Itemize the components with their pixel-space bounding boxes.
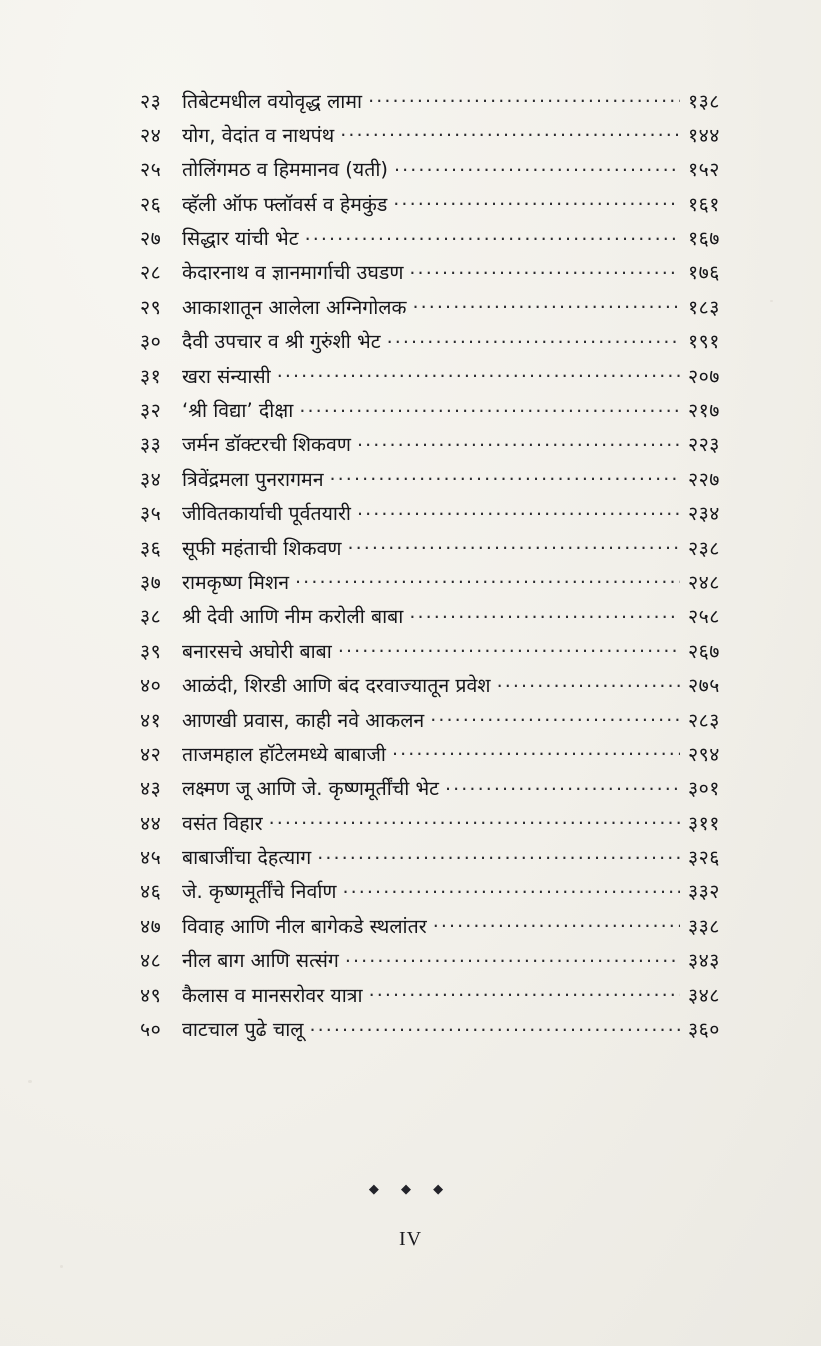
toc-entry-number: ४३	[140, 777, 162, 801]
toc-entry-number: ४४	[140, 811, 162, 835]
toc-entry[interactable]	[140, 810, 750, 833]
toc-entry[interactable]	[140, 122, 750, 145]
toc-entry-title: सिद्धार यांची भेट	[182, 227, 299, 251]
toc-entry-title: त्रिवेंद्रमला पुनरागमन	[182, 467, 324, 491]
toc-entry-page: २२३	[688, 433, 720, 457]
toc-entry[interactable]	[140, 1017, 750, 1040]
toc-leader-dots	[305, 226, 680, 246]
toc-entry-page: ३३८	[688, 914, 720, 938]
toc-entry-number: ३६	[140, 536, 162, 560]
toc-entry-title: जे. कृष्णमूर्तींचे निर्वाण	[182, 880, 337, 904]
toc-leader-dots	[269, 810, 680, 830]
toc-entry-number: ४२	[140, 742, 162, 766]
toc-entry-page: २३४	[688, 502, 720, 526]
toc-entry[interactable]	[140, 741, 750, 764]
toc-entry-page: ३३२	[688, 880, 720, 904]
toc-entry-page: २९४	[688, 742, 720, 766]
toc-leader-dots	[340, 122, 680, 142]
toc-entry-number: ३२	[140, 399, 162, 423]
toc-entry-title: लक्ष्मण जू आणि जे. कृष्णमूर्तींची भेट	[182, 777, 440, 801]
toc-entry-page: १६७	[688, 227, 720, 251]
toc-entry[interactable]	[140, 673, 750, 696]
toc-entry-page: १३८	[688, 89, 720, 113]
toc-entry-page: २४८	[688, 570, 720, 594]
toc-entry-title: ताजमहाल हॉटेलमध्ये बाबाजी	[182, 742, 386, 766]
toc-entry-page: १६१	[688, 192, 720, 216]
toc-leader-dots	[357, 432, 680, 452]
toc-entry-page: २६७	[688, 639, 720, 663]
toc-entry-title: आळंदी, शिरडी आणि बंद दरवाज्यातून प्रवेश	[182, 674, 491, 698]
toc-entry[interactable]	[140, 982, 750, 1005]
toc-entry-page: १९१	[688, 330, 720, 354]
toc-entry-number: ३३	[140, 433, 162, 457]
toc-entry-title: तोलिंगमठ व हिममानव (यती)	[182, 158, 388, 182]
toc-leader-dots	[387, 329, 680, 349]
toc-leader-dots	[392, 741, 680, 761]
toc-leader-dots	[368, 88, 680, 108]
toc-leader-dots	[497, 673, 680, 693]
toc-entry-number: ३५	[140, 502, 162, 526]
toc-entry-title: नील बाग आणि सत्संग	[182, 949, 339, 973]
toc-entry-page: २५८	[688, 605, 720, 629]
toc-entry-title: बनारसचे अघोरी बाबा	[182, 639, 332, 663]
toc-entry[interactable]	[140, 157, 750, 180]
toc-entry-number: ४८	[140, 949, 162, 973]
toc-entry-number: ३४	[140, 467, 162, 491]
toc-entry[interactable]	[140, 776, 750, 799]
toc-leader-dots	[330, 466, 680, 486]
toc-entry-title: दैवी उपचार व श्री गुरुंशी भेट	[182, 330, 381, 354]
toc-entry-page: १५२	[688, 158, 720, 182]
toc-entry-page: ३४३	[688, 949, 720, 973]
toc-leader-dots	[393, 191, 680, 211]
toc-leader-dots	[317, 845, 680, 865]
toc-entry-number: २८	[140, 261, 162, 285]
toc-entry-page: ३२६	[688, 846, 720, 870]
toc-entry[interactable]	[140, 501, 750, 524]
toc-entry[interactable]	[140, 948, 750, 971]
toc-entry[interactable]	[140, 535, 750, 558]
toc-entry-page: २७५	[688, 674, 720, 698]
paper-speck	[770, 300, 773, 302]
toc-leader-dots	[413, 294, 681, 314]
toc-entry-page: २१७	[688, 399, 720, 423]
toc-entry-number: २६	[140, 192, 162, 216]
toc-entry-title: व्हॅली ऑफ फ्लॉवर्स व हेमकुंड	[182, 192, 388, 216]
toc-entry[interactable]	[140, 294, 750, 317]
toc-entry-page: ३०१	[688, 777, 720, 801]
toc-leader-dots	[309, 1017, 680, 1037]
toc-entry-number: ३८	[140, 605, 162, 629]
toc-entry[interactable]	[140, 432, 750, 455]
toc-entry-number: २४	[140, 123, 162, 147]
toc-entry[interactable]	[140, 398, 750, 421]
toc-entry-number: २३	[140, 89, 162, 113]
toc-entry[interactable]	[140, 363, 750, 386]
toc-entry-title: केदारनाथ व ज्ञानमार्गाची उघडण	[182, 261, 404, 285]
toc-entry[interactable]	[140, 707, 750, 730]
toc-entry-number: ३७	[140, 570, 162, 594]
toc-entry-page: १४४	[688, 123, 720, 147]
toc-entry-title: आकाशातून आलेला अग्निगोलक	[182, 295, 407, 319]
toc-entry[interactable]	[140, 879, 750, 902]
toc-entry-number: ४६	[140, 880, 162, 904]
toc-entry-title: वाटचाल पुढे चालू	[182, 1018, 304, 1042]
toc-entry-number: ३१	[140, 364, 162, 388]
toc-entry-number: ४१	[140, 708, 162, 732]
toc-entry-page: ३६०	[688, 1018, 720, 1042]
toc-entry-title: जीवितकार्याची पूर्वतयारी	[182, 502, 351, 526]
toc-entry[interactable]	[140, 466, 750, 489]
toc-entry-title: योग, वेदांत व नाथपंथ	[182, 123, 335, 147]
paper-speck	[28, 1080, 32, 1083]
toc-entry-title: श्री देवी आणि नीम करोली बाबा	[182, 605, 404, 629]
toc-entry-page: २२७	[688, 467, 720, 491]
toc-entry-title: सूफी महंताची शिकवण	[182, 536, 342, 560]
toc-entry[interactable]	[140, 845, 750, 868]
toc-entry-page: १८३	[688, 295, 720, 319]
table-of-contents-list	[140, 88, 750, 1051]
toc-entry-title: ‘श्री विद्या’ दीक्षा	[182, 399, 294, 423]
toc-entry[interactable]	[140, 226, 750, 249]
toc-entry[interactable]	[140, 913, 750, 936]
toc-leader-dots	[357, 501, 680, 521]
toc-entry-title: खरा संन्यासी	[182, 364, 271, 388]
toc-entry-title: जर्मन डॉक्टरची शिकवण	[182, 433, 351, 457]
toc-leader-dots	[343, 879, 681, 899]
toc-entry-page: ३११	[688, 811, 720, 835]
paper-speck	[60, 1265, 63, 1268]
toc-entry[interactable]	[140, 88, 750, 111]
toc-leader-dots	[338, 638, 680, 658]
toc-entry-number: ४५	[140, 846, 162, 870]
toc-entry-number: २७	[140, 227, 162, 251]
toc-entry-page: २८३	[688, 708, 720, 732]
toc-leader-dots	[277, 363, 680, 383]
toc-entry-title: विवाह आणि नील बागेकडे स्थलांतर	[182, 914, 427, 938]
toc-entry-title: कैलास व मानसरोवर यात्रा	[182, 983, 363, 1007]
toc-entry-page: १७६	[688, 261, 720, 285]
toc-entry-title: वसंत विहार	[182, 811, 263, 835]
toc-entry[interactable]	[140, 191, 750, 214]
toc-entry-number: ४०	[140, 674, 162, 698]
toc-leader-dots	[409, 604, 680, 624]
toc-leader-dots	[295, 569, 680, 589]
toc-entry-number: ३९	[140, 639, 162, 663]
toc-leader-dots	[369, 982, 680, 1002]
toc-leader-dots	[345, 948, 680, 968]
toc-leader-dots	[445, 776, 680, 796]
toc-entry-number: २५	[140, 158, 162, 182]
toc-entry-number: ४९	[140, 983, 162, 1007]
page-number: IV	[398, 1228, 423, 1250]
toc-entry-page: २०७	[688, 364, 720, 388]
toc-leader-dots	[394, 157, 680, 177]
toc-leader-dots	[299, 398, 680, 418]
toc-entry-title: रामकृष्ण मिशन	[182, 570, 290, 594]
toc-entry-number: ३०	[140, 330, 162, 354]
toc-leader-dots	[433, 913, 680, 933]
toc-entry[interactable]	[140, 569, 750, 592]
toc-entry[interactable]	[140, 260, 750, 283]
toc-leader-dots	[348, 535, 680, 555]
toc-entry-title: आणखी प्रवास, काही नवे आकलन	[182, 708, 425, 732]
toc-entry-title: तिबेटमधील वयोवृद्ध लामा	[182, 89, 363, 113]
ornament-divider: ◆ ◆ ◆	[368, 1182, 453, 1197]
toc-entry-title: बाबाजींचा देहत्याग	[182, 846, 312, 870]
toc-entry[interactable]	[140, 638, 750, 661]
toc-entry[interactable]	[140, 329, 750, 352]
toc-entry-page: २३८	[688, 536, 720, 560]
toc-entry[interactable]	[140, 604, 750, 627]
toc-entry-page: ३४८	[688, 983, 720, 1007]
toc-entry-number: ५०	[140, 1018, 162, 1042]
toc-entry-number: २९	[140, 295, 162, 319]
toc-leader-dots	[430, 707, 680, 727]
toc-entry-number: ४७	[140, 914, 162, 938]
toc-leader-dots	[409, 260, 680, 280]
